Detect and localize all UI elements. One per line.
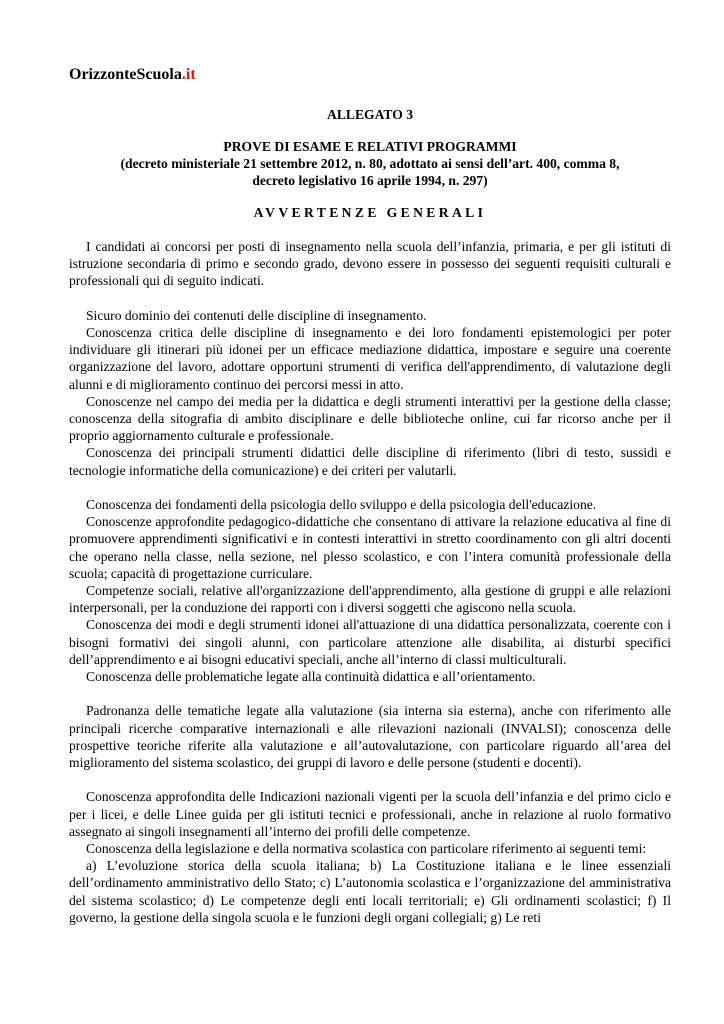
paragraph: a) L’evoluzione storica della scuola italiana; b) La Costituzione italiana e le linee essenziali dell’ordinamento amministrativo dello Stato; c) L’autonomia scolastica e l’organizzazione del amministrativa del sistema scolastico; d) Le competenze degli enti locali territoriali; e) Gli ordinamenti scolastici; f) Il governo, la gestione della singola scuola e le funzioni degli organi collegiali; g) Le reti xyxy=(69,858,671,925)
publisher-logo xyxy=(69,66,196,84)
paragraph: Conoscenze nel campo dei media per la didattica e degli strumenti interattivi per la gestione della classe; conoscenza della sitografia di ambito disciplinare e delle biblioteche online, cui far ricorso anche per il proprio aggiornamento culturale e professionale. xyxy=(69,393,671,444)
paragraph: Conoscenza dei fondamenti della psicologia dello sviluppo e della psicologia dell'educazione. xyxy=(86,497,597,513)
logo-suffix-text: .it xyxy=(181,66,196,83)
paragraph: Padronanza delle tematiche legate alla valutazione (sia interna sia esterna), anche con riferimento alle principali ricerche comparative internazionali e alle rilevazioni nazionali (INVALSI); conoscenza delle prospettive teoriche riferite alla valutazione e all’autovalutazione, con particolare riguardo all’area del miglioramento del sistema scolastico, dei gruppi di lavoro e delle persone (studenti e docenti). xyxy=(69,703,671,771)
document-title xyxy=(69,138,671,189)
paragraph: Conoscenze approfondite pedagogico-didattiche che consentano di attivare la relazione educativa al fine di promuovere apprendimenti significativi e in contesti interattivi in stretto coordinamento con gli altri docenti che operano nella classe, nella sezione, nel plesso scolastico, e con l’intera comunità professionale della scuola; capacità di progettazione curriculare. xyxy=(69,514,671,581)
title-line-1: PROVE DI ESAME E RELATIVI PROGRAMMI xyxy=(223,139,517,154)
logo-main-text: OrizzonteScuola xyxy=(69,66,182,83)
title-line-2: (decreto ministeriale 21 settembre 2012, n. 80, adottato ai sensi dell’art. 400, comma 8, xyxy=(120,156,620,171)
paragraph: Conoscenza critica delle discipline di insegnamento e dei loro fondamenti epistemologici per poter individuare gli itinerari più idonei per un efficace mediazione didattica, impostare e seguire una coerente organizzazione del lavoro, adottare opportuni strumenti di verifica dell'apprendimento, di valutazione degli alunni e di miglioramento continuo dei percorsi messi in atto. xyxy=(69,325,671,392)
paragraph: Conoscenza dei principali strumenti didattici delle discipline di riferimento (libri di testo, sussidi e tecnologie informatiche della comunicazione) e dei criteri per valutarli. xyxy=(69,445,671,478)
paragraph: Competenze sociali, relative all'organizzazione dell'apprendimento, alla gestione di gruppi e alle relazioni interpersonali, per la conduzione dei rapporti con i diversi soggetti che agiscono nella scuola. xyxy=(69,583,671,616)
paragraph: Conoscenza approfondita delle Indicazioni nazionali vigenti per la scuola dell’infanzia e del primo ciclo e per i licei, e delle Linee guida per gli istituti tecnici e professionali, anche in relazione al ruolo formativo assegnato ai singoli insegnamenti all’interno dei profili delle competenze. xyxy=(69,789,671,839)
section-heading: AVVERTENZE GENERALI xyxy=(253,205,487,220)
allegato-heading: ALLEGATO 3 xyxy=(327,107,413,122)
paragraph: Conoscenza delle problematiche legate alla continuità didattica e all’orientamento. xyxy=(86,669,536,685)
document-body xyxy=(69,238,671,926)
paragraph: I candidati ai concorsi per posti di insegnamento nella scuola dell’infanzia, primaria, e per gli istituti di istruzione secondaria di primo e secondo grado, devono essere in possesso dei seguenti requisiti culturali e professionali qui di seguito indicati. xyxy=(69,239,671,289)
paragraph: Conoscenza della legislazione e della normativa scolastica con particolare riferimento ai seguenti temi: xyxy=(86,841,647,857)
title-line-3: decreto legislativo 16 aprile 1994, n. 297) xyxy=(252,173,488,188)
paragraph: Sicuro dominio dei contenuti delle discipline di insegnamento. xyxy=(86,307,427,323)
paragraph: Conoscenza dei modi e degli strumenti idonei all'attuazione di una didattica personalizzata, coerente con i bisogni formativi dei singoli alunni, con particolare attenzione alle disabilita, ai disturbi specifici dell’apprendimento e ai bisogni educativi speciali, anche all’interno di classi multiculturali. xyxy=(69,617,671,667)
